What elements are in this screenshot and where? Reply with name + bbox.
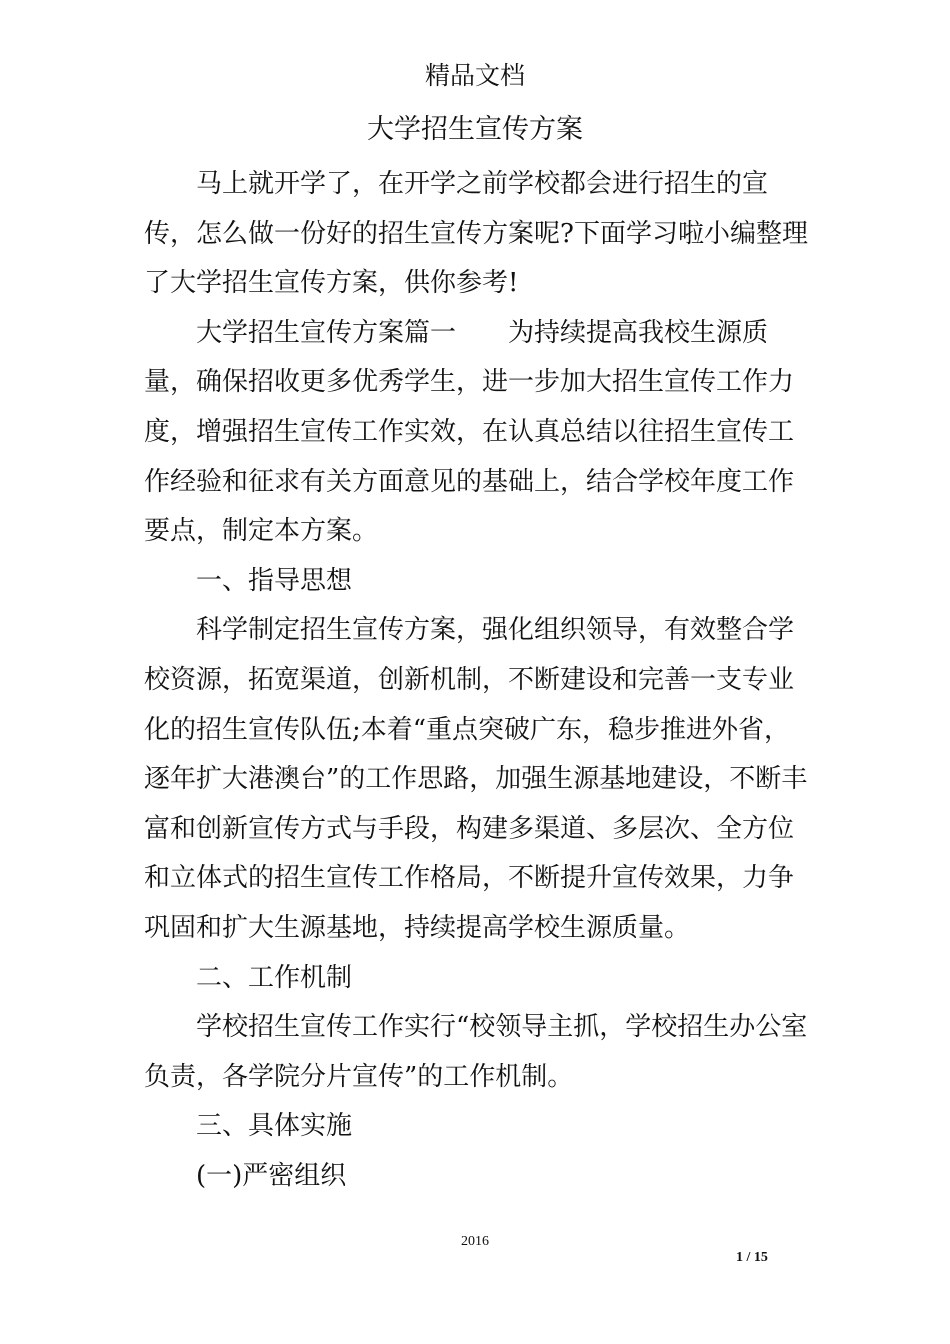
paragraph: 大学招生宣传方案篇一 为持续提高我校生源质量，确保招收更多优秀学生，进一步加大招生宣传工作力度，增强招生宣传工作实效，在认真总结以往招生宣传工作经验和征求有关方面意见的基础上，结合学校年度工作要点，制定本方案。 xyxy=(144,317,795,547)
page-number: 1 / 15 xyxy=(736,1250,768,1265)
page-header: 精品文档 xyxy=(424,61,525,90)
section-heading: 三、具体实施 xyxy=(196,1111,353,1142)
footer-year: 2016 xyxy=(461,1234,489,1249)
paragraph: 科学制定招生宣传方案，强化组织领导，有效整合学校资源，拓宽渠道，创新机制，不断建设和完善一支专业化的招生宣传队伍;本着“重点突破广东，稳步推进外省，逐年扩大港澳台”的工作思路，加强生源基地建设，不断丰富和创新宣传方式与手段，构建多渠道、多层次、全方位和立体式的招生宣传工作格局，不断提升宣传效果，力争巩固和扩大生源基地，持续提高学校生源质量。 xyxy=(144,615,808,943)
section-heading: 一、指导思想 xyxy=(196,565,353,596)
paragraph: 学校招生宣传工作实行“校领导主抓，学校招生办公室负责，各学院分片宣传”的工作机制。 xyxy=(144,1012,808,1092)
document-title: 大学招生宣传方案 xyxy=(367,114,583,145)
section-heading: 二、工作机制 xyxy=(196,962,353,993)
paragraph: 马上就开学了，在开学之前学校都会进行招生的宣传，怎么做一份好的招生宣传方案呢?下面学习啦小编整理了大学招生宣传方案，供你参考! xyxy=(144,169,808,299)
document-body xyxy=(144,160,814,1201)
subsection-heading: (一)严密组织 xyxy=(196,1160,347,1191)
